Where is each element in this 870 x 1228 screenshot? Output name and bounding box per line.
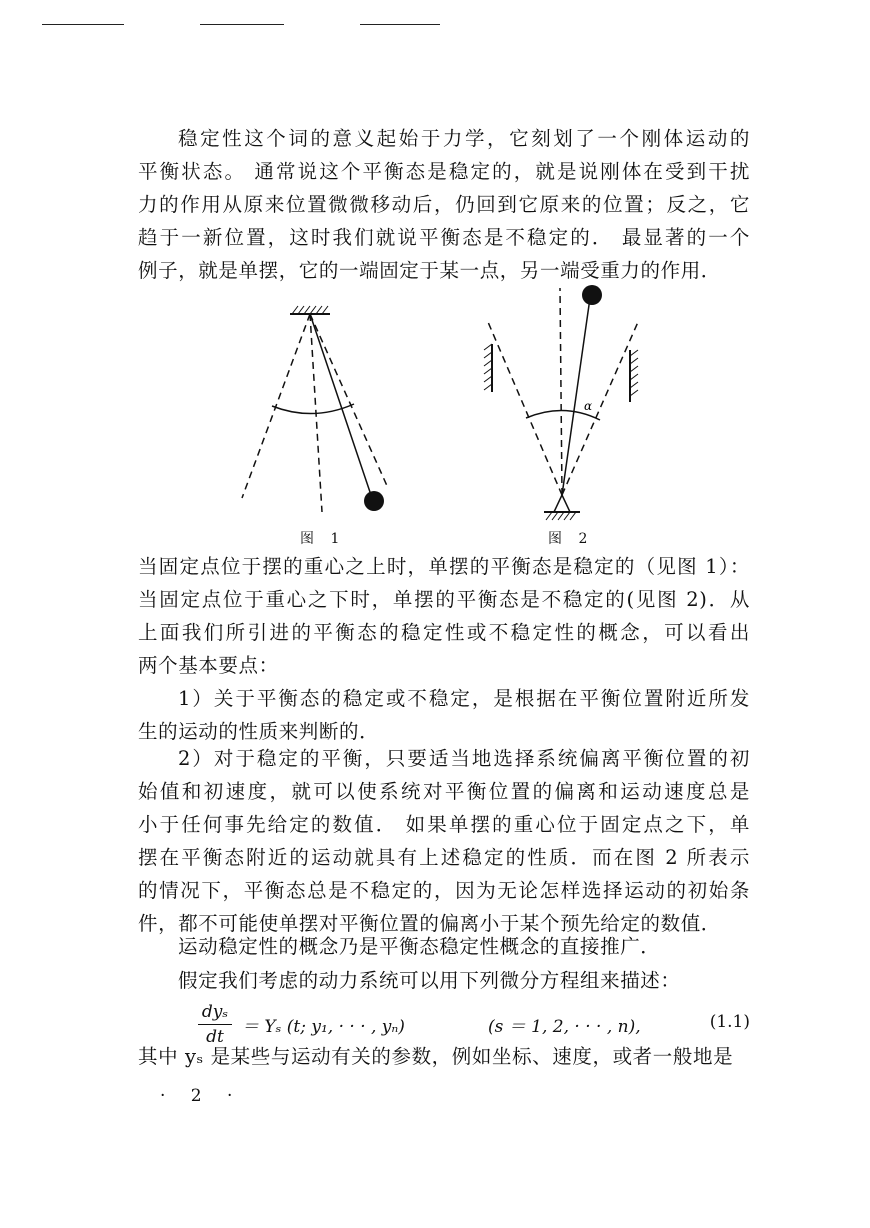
angle-label: α — [584, 399, 593, 413]
text-line: 当固定点位于重心之下时，单摆的平衡态是不稳定的(见图 2)．从 — [138, 588, 750, 611]
fraction-denominator: dt — [206, 1027, 224, 1047]
figure-1-stable-pendulum — [230, 300, 400, 520]
pendulum-bob — [364, 491, 384, 511]
fraction-numerator: dyₛ — [198, 1000, 232, 1025]
paragraph-point-1 — [138, 682, 750, 748]
text-line: 趋于一新位置，这时我们就说平衡态是不稳定的． 最显著的一个 — [138, 226, 750, 249]
header-rule-middle — [200, 24, 284, 25]
text-line: 假定我们考虑的动力系统可以用下列微分方程组来描述： — [178, 969, 681, 992]
equation-rhs: ＝ Yₛ (t; y₁, · · · , yₙ) — [242, 1017, 405, 1037]
text-line: 的情况下，平衡态总是不稳定的，因为无论怎样选择运动的初始条 — [138, 879, 750, 902]
text-line: 生的运动的性质来判断的． — [138, 720, 380, 743]
header-rule-right — [360, 24, 440, 25]
pendulum-bob — [582, 285, 602, 305]
equation-number: (1.1) — [709, 1012, 750, 1032]
equilibrium-axis — [560, 288, 562, 495]
paragraph-stability-intro — [138, 122, 750, 287]
paragraph-system-assumption — [138, 964, 750, 997]
text-line: 小于任何事先给定的数值． 如果单摆的重心位于固定点之下，单 — [138, 813, 750, 836]
text-line: 当固定点位于摆的重心之上时，单摆的平衡态是稳定的（见图 1）： — [138, 555, 750, 578]
figure-2-caption: 图 2 — [548, 531, 594, 547]
paragraph-fixed-point — [138, 550, 750, 682]
swing-arc — [272, 404, 354, 414]
paragraph-point-2 — [138, 742, 750, 940]
text-line: 始值和初速度，就可以使系统对平衡位置的偏离和运动速度总是 — [138, 780, 750, 803]
text-line: 例子，就是单摆，它的一端固定于某一点，另一端受重力的作用． — [138, 259, 721, 282]
text-line: 2）对于稳定的平衡，只要适当地选择系统偏离平衡位置的初 — [178, 747, 750, 770]
text-line: 摆在平衡态附近的运动就具有上述稳定的性质．而在图 2 所表示 — [138, 846, 750, 869]
figure-1-caption: 图 1 — [300, 531, 346, 547]
text-line: 件，都不可能使单摆对平衡位置的偏离小于某个预先给定的数值． — [138, 912, 721, 935]
text-line: 1）关于平衡态的稳定或不稳定，是根据在平衡位置附近所发 — [178, 687, 750, 710]
text-line: 运动稳定性的概念乃是平衡态稳定性概念的直接推广． — [178, 935, 661, 958]
paragraph-parameters — [138, 1040, 750, 1073]
text-line: 上面我们所引进的平衡态的稳定性或不稳定性的概念，可以看出 — [138, 621, 750, 644]
equation-index-range: (s ＝ 1, 2, · · · , n), — [488, 1017, 641, 1037]
base-hatching — [546, 512, 576, 520]
text-line: 平衡状态。 通常说这个平衡态是稳定的，就是说刚体在受到干扰 — [138, 160, 750, 183]
figure-2-unstable-pendulum — [480, 280, 650, 525]
fall-limit-left — [488, 322, 562, 495]
pivot-leg-right — [562, 495, 570, 512]
pivot-leg-left — [554, 495, 562, 512]
page-number: · 2 · — [160, 1086, 243, 1106]
fall-limit-right — [562, 322, 638, 495]
text-line: 其中 yₛ 是某些与运动有关的参数，例如坐标、速度，或者一般地是 — [138, 1045, 734, 1068]
support-hatching — [292, 306, 328, 314]
wall-left-hatching — [484, 344, 492, 390]
paragraph-generalization — [138, 930, 750, 963]
text-line: 两个基本要点： — [138, 654, 279, 677]
header-rule-left — [42, 24, 124, 25]
text-line: 力的作用从原来位置微微移动后，仍回到它原来的位置；反之，它 — [138, 193, 750, 216]
text-line: 稳定性这个词的意义起始于力学，它刻划了一个刚体运动的 — [178, 127, 750, 150]
pendulum-rod — [562, 298, 593, 495]
swing-limit-left — [242, 314, 310, 498]
wall-right-hatching — [630, 350, 638, 396]
swing-limit-right — [310, 314, 388, 488]
